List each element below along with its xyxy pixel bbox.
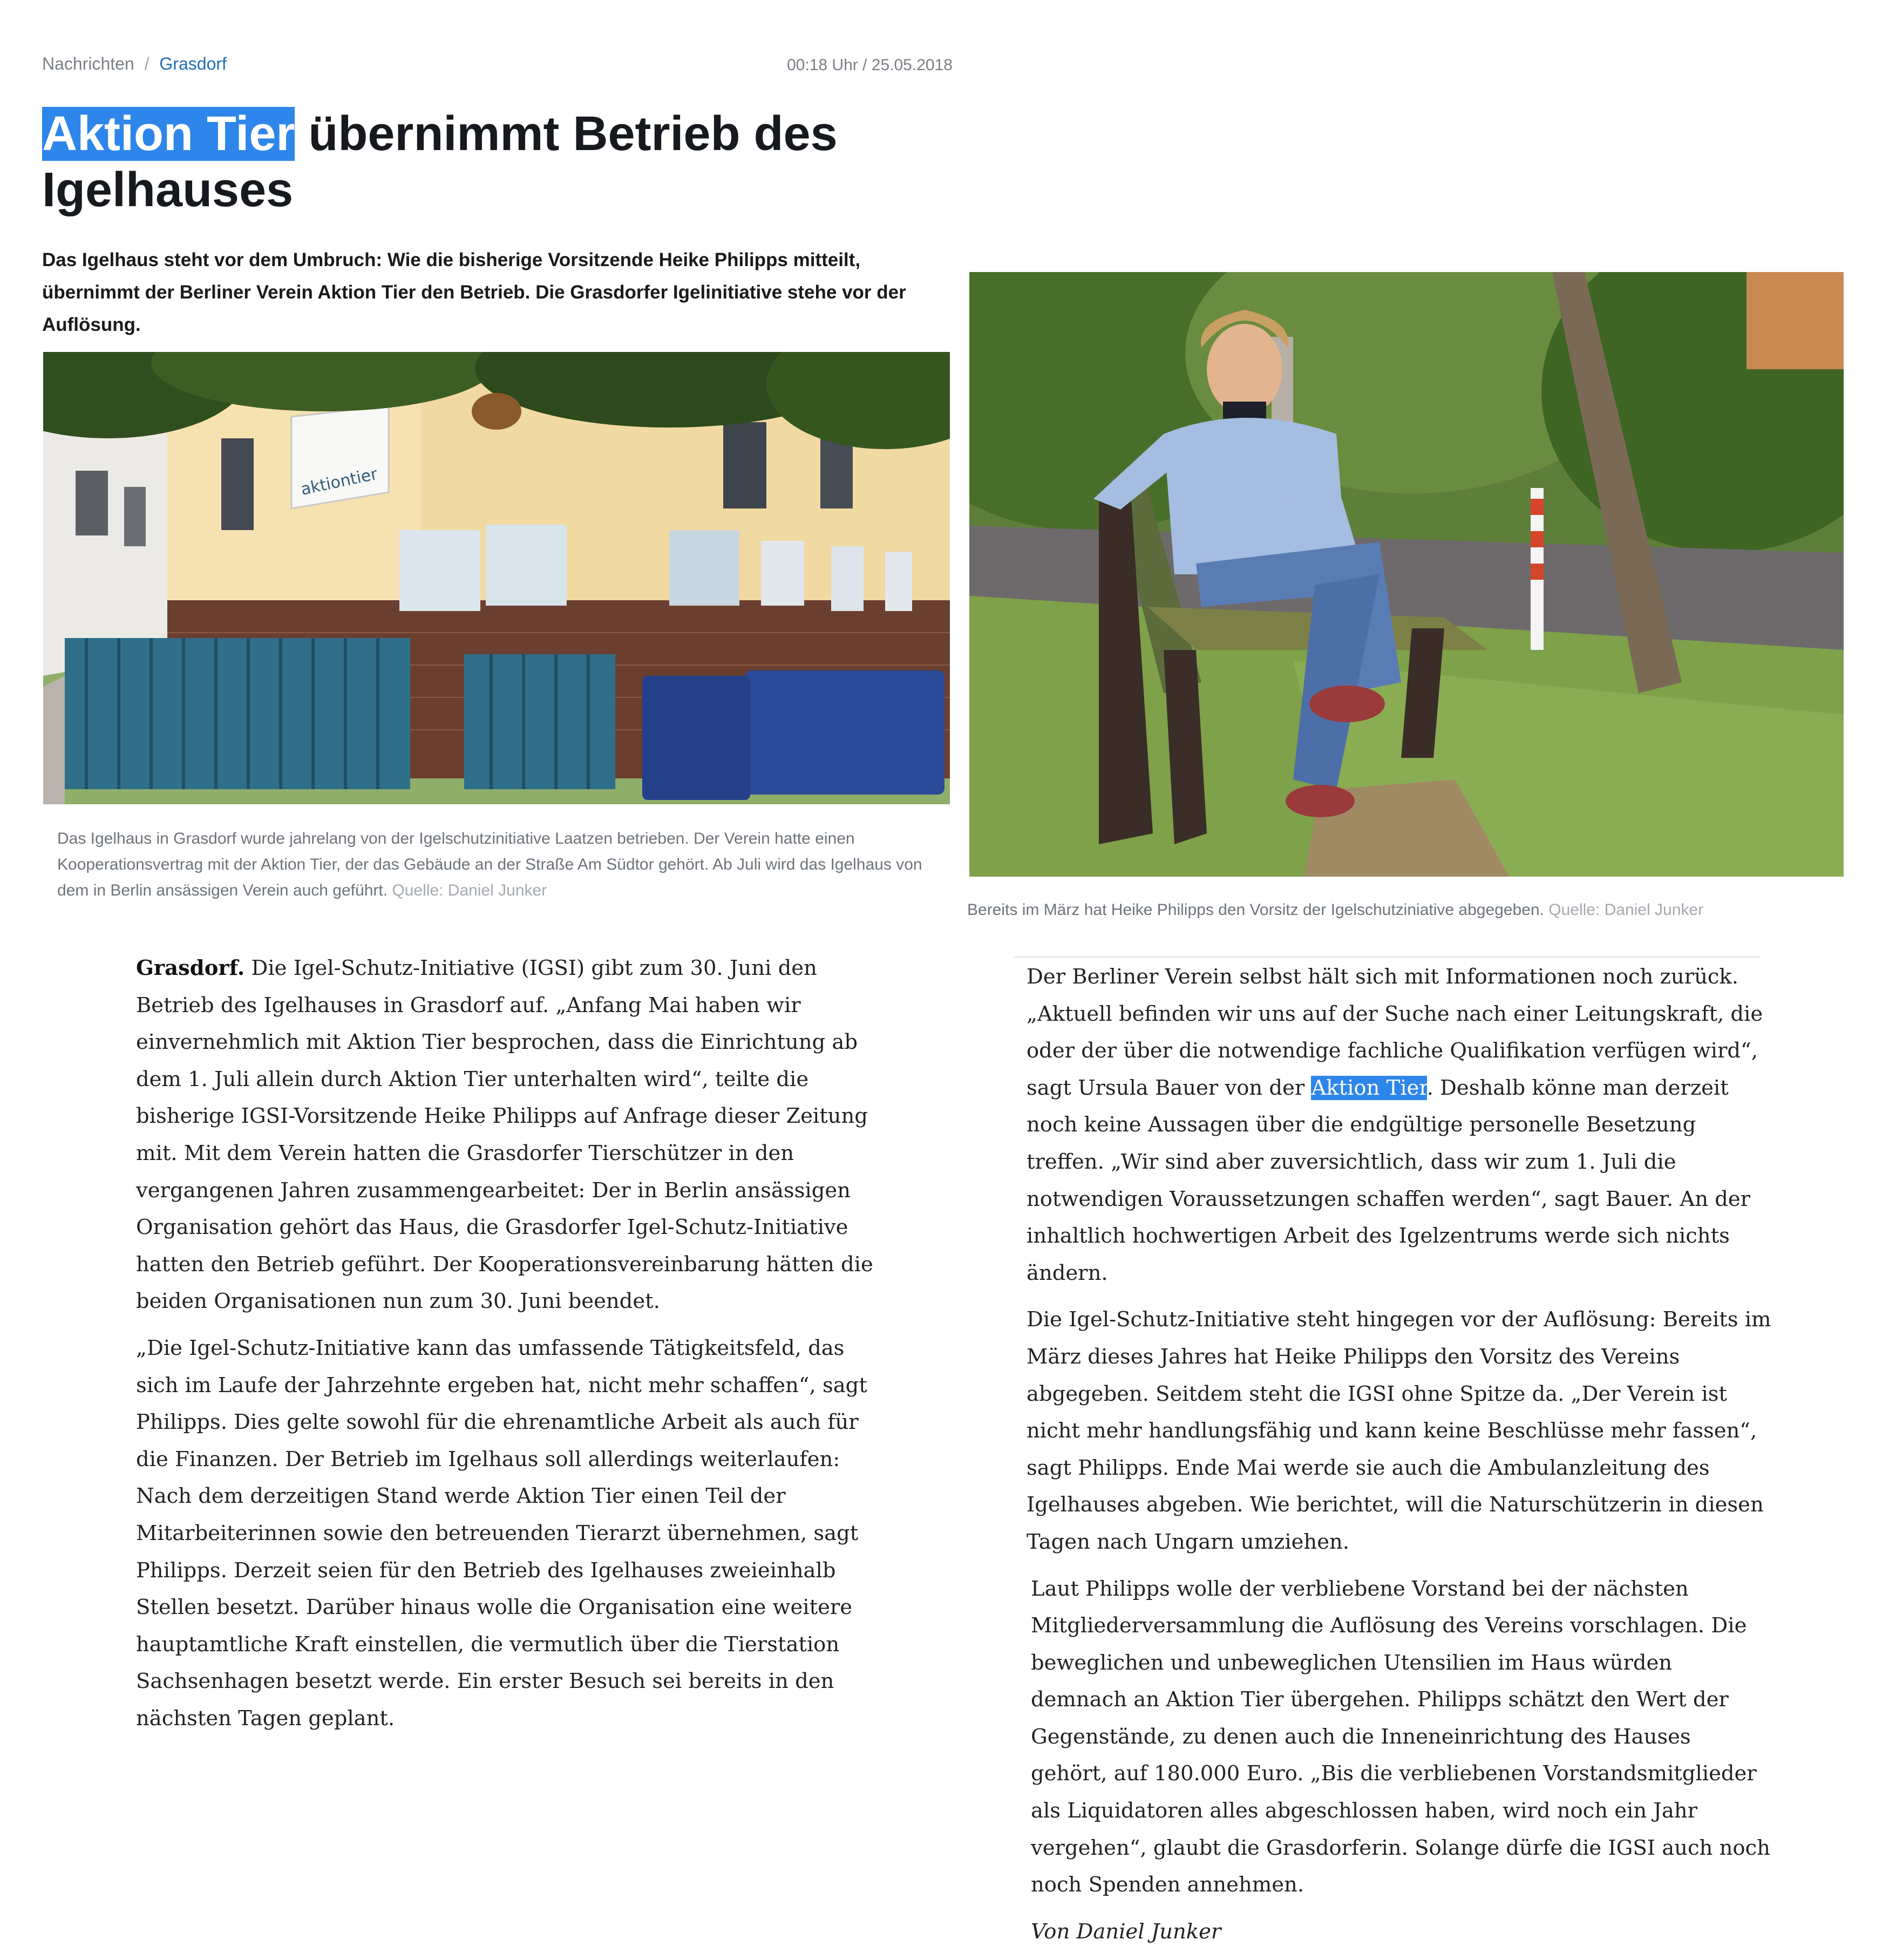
column-divider	[1015, 956, 1759, 958]
body-paragraph	[136, 950, 881, 1320]
caption-text: Das Igelhaus in Grasdorf wurde jahrelang von der Igelschutzinitiative Laatzen betrieben. Der Verein hatte einen Kooperationsvertrag mit der Aktion Tier, der das Gebäude an der Straße Am Südtor gehört. Ab Juli wird das Igelhaus von dem in Berlin ansässigen Verein auch geführt.	[57, 830, 922, 899]
caption-text: Bereits im März hat Heike Philipps den Vorsitz der Igelschutziniative abgegeben.	[967, 901, 1544, 919]
body-paragraph	[1027, 959, 1771, 1292]
breadcrumb-separator: /	[144, 54, 150, 73]
igelhaus-photo[interactable]	[43, 352, 950, 804]
publish-time: 00:18 Uhr	[787, 56, 858, 74]
paragraph-text: . Deshalb könne man derzeit noch keine Aussagen über die endgültige personelle Besetzung treffen. „Wir sind aber zuversichtlich, dass wir zum 1. Juli die notwendigen Voraussetzungen schaffen werden“, sagt Bauer. An der inhaltlich hochwertigen Arbeit des Igelzentrums werde sich nichts ändern.	[1027, 1075, 1751, 1285]
article-headline	[42, 106, 949, 218]
bench-portrait-photo[interactable]	[969, 272, 1844, 877]
body-paragraph: Laut Philipps wolle der verbliebene Vorstand bei der nächsten Mitgliederversammlung die Auflösung des Vereins vorschlagen. Die beweglichen und unbeweglichen Utensilien im Haus würden demnach an Aktion Tier übergehen. Philipps schätzt den Wert der Gegenstände, zu denen auch die Inneneinrichtung des Hauses gehört, auf 180.000 Euro. „Bis die verbliebenen Vorstandsmitglieder als Liquidatoren alles abgeschlossen haben, wird noch ein Jahr vergehen“, glaubt die Grasdorferin. Solange dürfe die IGSI auch noch noch Spenden annehmen.	[1031, 1576, 1770, 1897]
dateline-separator: /	[862, 56, 867, 74]
aktiontier-sign-text: aktiontier	[299, 464, 379, 499]
breadcrumb-location-link[interactable]: Grasdorf	[159, 54, 227, 73]
caption-source: Quelle: Daniel Junker	[1548, 901, 1704, 919]
dateline-location: Grasdorf.	[136, 956, 245, 980]
article-body-left	[136, 950, 881, 1747]
highlighted-text[interactable]: Aktion Tier	[1311, 1075, 1427, 1100]
breadcrumb-section-link[interactable]: Nachrichten	[42, 54, 134, 73]
paragraph-text: Die Igel-Schutz-Initiative (IGSI) gibt zum 30. Juni den Betrieb des Igelhauses in Grasdorf auf. „Anfang Mai haben wir einvernehmlich mit Aktion Tier besprochen, dass die Einrichtung ab dem 1. Juli allein durch Aktion Tier unterhalten wird“, teilte die bisherige IGSI-Vorsitzende Heike Philipps auf Anfrage dieser Zeitung mit. Mit dem Verein hatten die Grasdorfer Tierschützer in den vergangenen Jahren zusammengearbeitet: Der in Berlin ansässigen Organisation gehört das Haus, die Grasdorfer Igel-Schutz-Initiative hatten den Betrieb geführt. Der Kooperationsvereinbarung hätten die beiden Organisationen nun zum 30. Juni beendet.	[136, 956, 873, 1314]
article-teaser: Das Igelhaus steht vor dem Umbruch: Wie die bisherige Vorsitzende Heike Philipps mitteilt, übernimmt der Berliner Verein Aktion Tier den Betrieb. Die Grasdorfer Igelinitiative stehe vor der Auflösung.	[42, 249, 906, 335]
igelhaus-photo-caption	[57, 826, 948, 904]
publish-date: 25.05.2018	[871, 56, 953, 74]
body-paragraph: „Die Igel-Schutz-Initiative kann das umfassende Tätigkeitsfeld, das sich im Laufe der Jahrzehnte ergeben hat, nicht mehr schaffen“, sagt Philipps. Dies gelte sowohl für die ehrenamtliche Arbeit als auch für die Finanzen. Der Betrieb im Igelhaus soll allerdings weiterlaufen: Nach dem derzeitigen Stand werde Aktion Tier einen Teil der Mitarbeiterinnen sowie den betreuenden Tierarzt übernehmen, sagt Philipps. Derzeit seien für den Betrieb des Igelhauses zweieinhalb Stellen besetzt. Darüber hinaus wolle die Organisation eine weitere hauptamtliche Kraft einstellen, die vermutlich über die Tierstation Sachsenhagen besetzt werde. Ein erster Besuch sei bereits in den nächsten Tagen geplant.	[136, 1335, 867, 1731]
author-byline: Von Daniel Junker	[1031, 1919, 1221, 1944]
breadcrumb	[42, 54, 227, 74]
body-paragraph: Die Igel-Schutz-Initiative steht hingegen vor der Auflösung: Bereits im März dieses Jahres hat Heike Philipps den Vorsitz des Vereins abgegeben. Seitdem steht die IGSI ohne Spitze da. „Der Verein ist nicht mehr handlungsfähig und kann keine Beschlüsse mehr fassen“, sagt Philipps. Ende Mai werde sie auch die Ambulanzleitung des Igelhauses abgeben. Wie berichtet, will die Naturschützerin in diesen Tagen nach Ungarn umziehen.	[1027, 1307, 1771, 1554]
caption-source: Quelle: Daniel Junker	[392, 881, 547, 899]
article-body-right	[1027, 959, 1771, 1960]
paragraph-text: Der Berliner Verein selbst hält sich mit Informationen noch zurück. „Aktuell befinden wir uns auf der Suche nach einer Leitungskraft, die oder der über die notwendige fachliche Qualifikation verfügen wird“, sagt Ursula Bauer von der	[1027, 965, 1763, 1100]
headline-text: übernimmt Betrieb des Igelhauses	[42, 107, 838, 217]
headline-highlighted-text[interactable]: Aktion Tier	[42, 107, 295, 161]
bench-photo-caption	[967, 897, 1852, 923]
dateline	[787, 56, 953, 74]
